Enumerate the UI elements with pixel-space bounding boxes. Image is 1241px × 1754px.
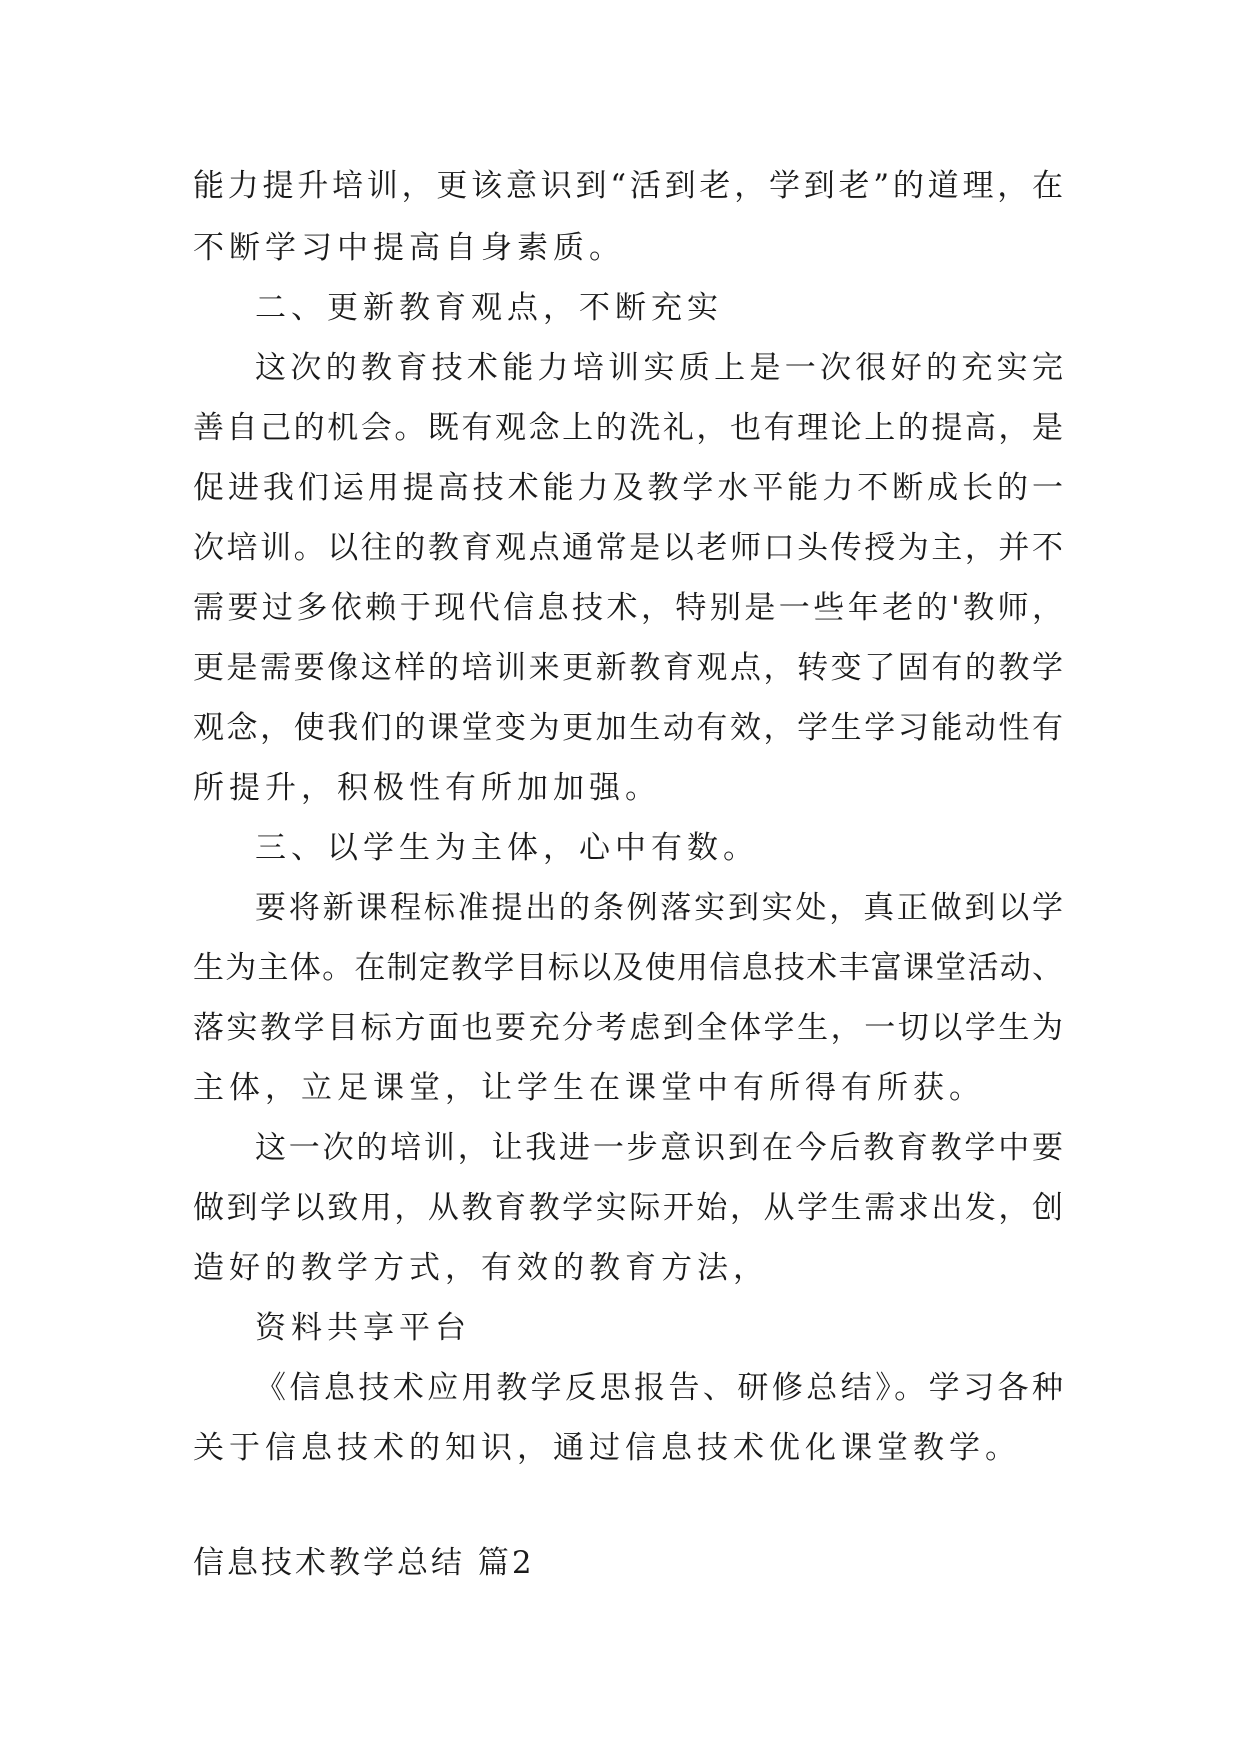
paragraph-line: 所提升，积极性有所加加强。: [193, 770, 661, 806]
paragraph-line: 这一次的培训，让我进一步意识到在今后教育教学中要: [255, 1130, 1063, 1166]
paragraph-line: 更是需要像这样的培训来更新教育观点，转变了固有的教学: [193, 650, 1063, 686]
paragraph-line: 做到学以致用，从教育教学实际开始，从学生需求出发，创: [193, 1190, 1063, 1226]
paragraph-line: 这次的教育技术能力培训实质上是一次很好的充实完: [255, 350, 1063, 386]
paragraph-line: 资料共享平台: [255, 1310, 471, 1346]
paragraph-line: 落实教学目标方面也要充分考虑到全体学生，一切以学生为: [193, 1010, 1063, 1046]
paragraph-line: 能力提升培训，更该意识到“活到老，学到老”的道理，在: [193, 168, 1063, 204]
paragraph-line: 不断学习中提高自身素质。: [193, 230, 625, 266]
paragraph-line: 主体，立足课堂，让学生在课堂中有所得有所获。: [193, 1070, 985, 1106]
paragraph-line: 需要过多依赖于现代信息技术，特别是一些年老的'教师，: [193, 590, 1063, 626]
paragraph-line: 造好的教学方式，有效的教育方法，: [193, 1250, 769, 1286]
paragraph-line: 生为主体。在制定教学目标以及使用信息技术丰富课堂活动、: [193, 950, 1063, 986]
paragraph-line: 《信息技术应用教学反思报告、研修总结》。学习各种: [255, 1370, 1063, 1406]
paragraph-line: 要将新课程标准提出的条例落实到实处，真正做到以学: [255, 890, 1063, 926]
paragraph-line: 关于信息技术的知识，通过信息技术优化课堂教学。: [193, 1430, 1021, 1466]
paragraph-line: 观念，使我们的课堂变为更加生动有效，学生学习能动性有: [193, 710, 1063, 746]
paragraph-line: 善自己的机会。既有观念上的洗礼，也有理论上的提高，是: [193, 410, 1063, 446]
section-title: 信息技术教学总结 篇2: [193, 1545, 535, 1581]
section-heading: 二、更新教育观点，不断充实: [255, 290, 723, 326]
section-heading: 三、以学生为主体，心中有数。: [255, 830, 759, 866]
paragraph-line: 次培训。以往的教育观点通常是以老师口头传授为主，并不: [193, 530, 1063, 566]
paragraph-line: 促进我们运用提高技术能力及教学水平能力不断成长的一: [193, 470, 1063, 506]
